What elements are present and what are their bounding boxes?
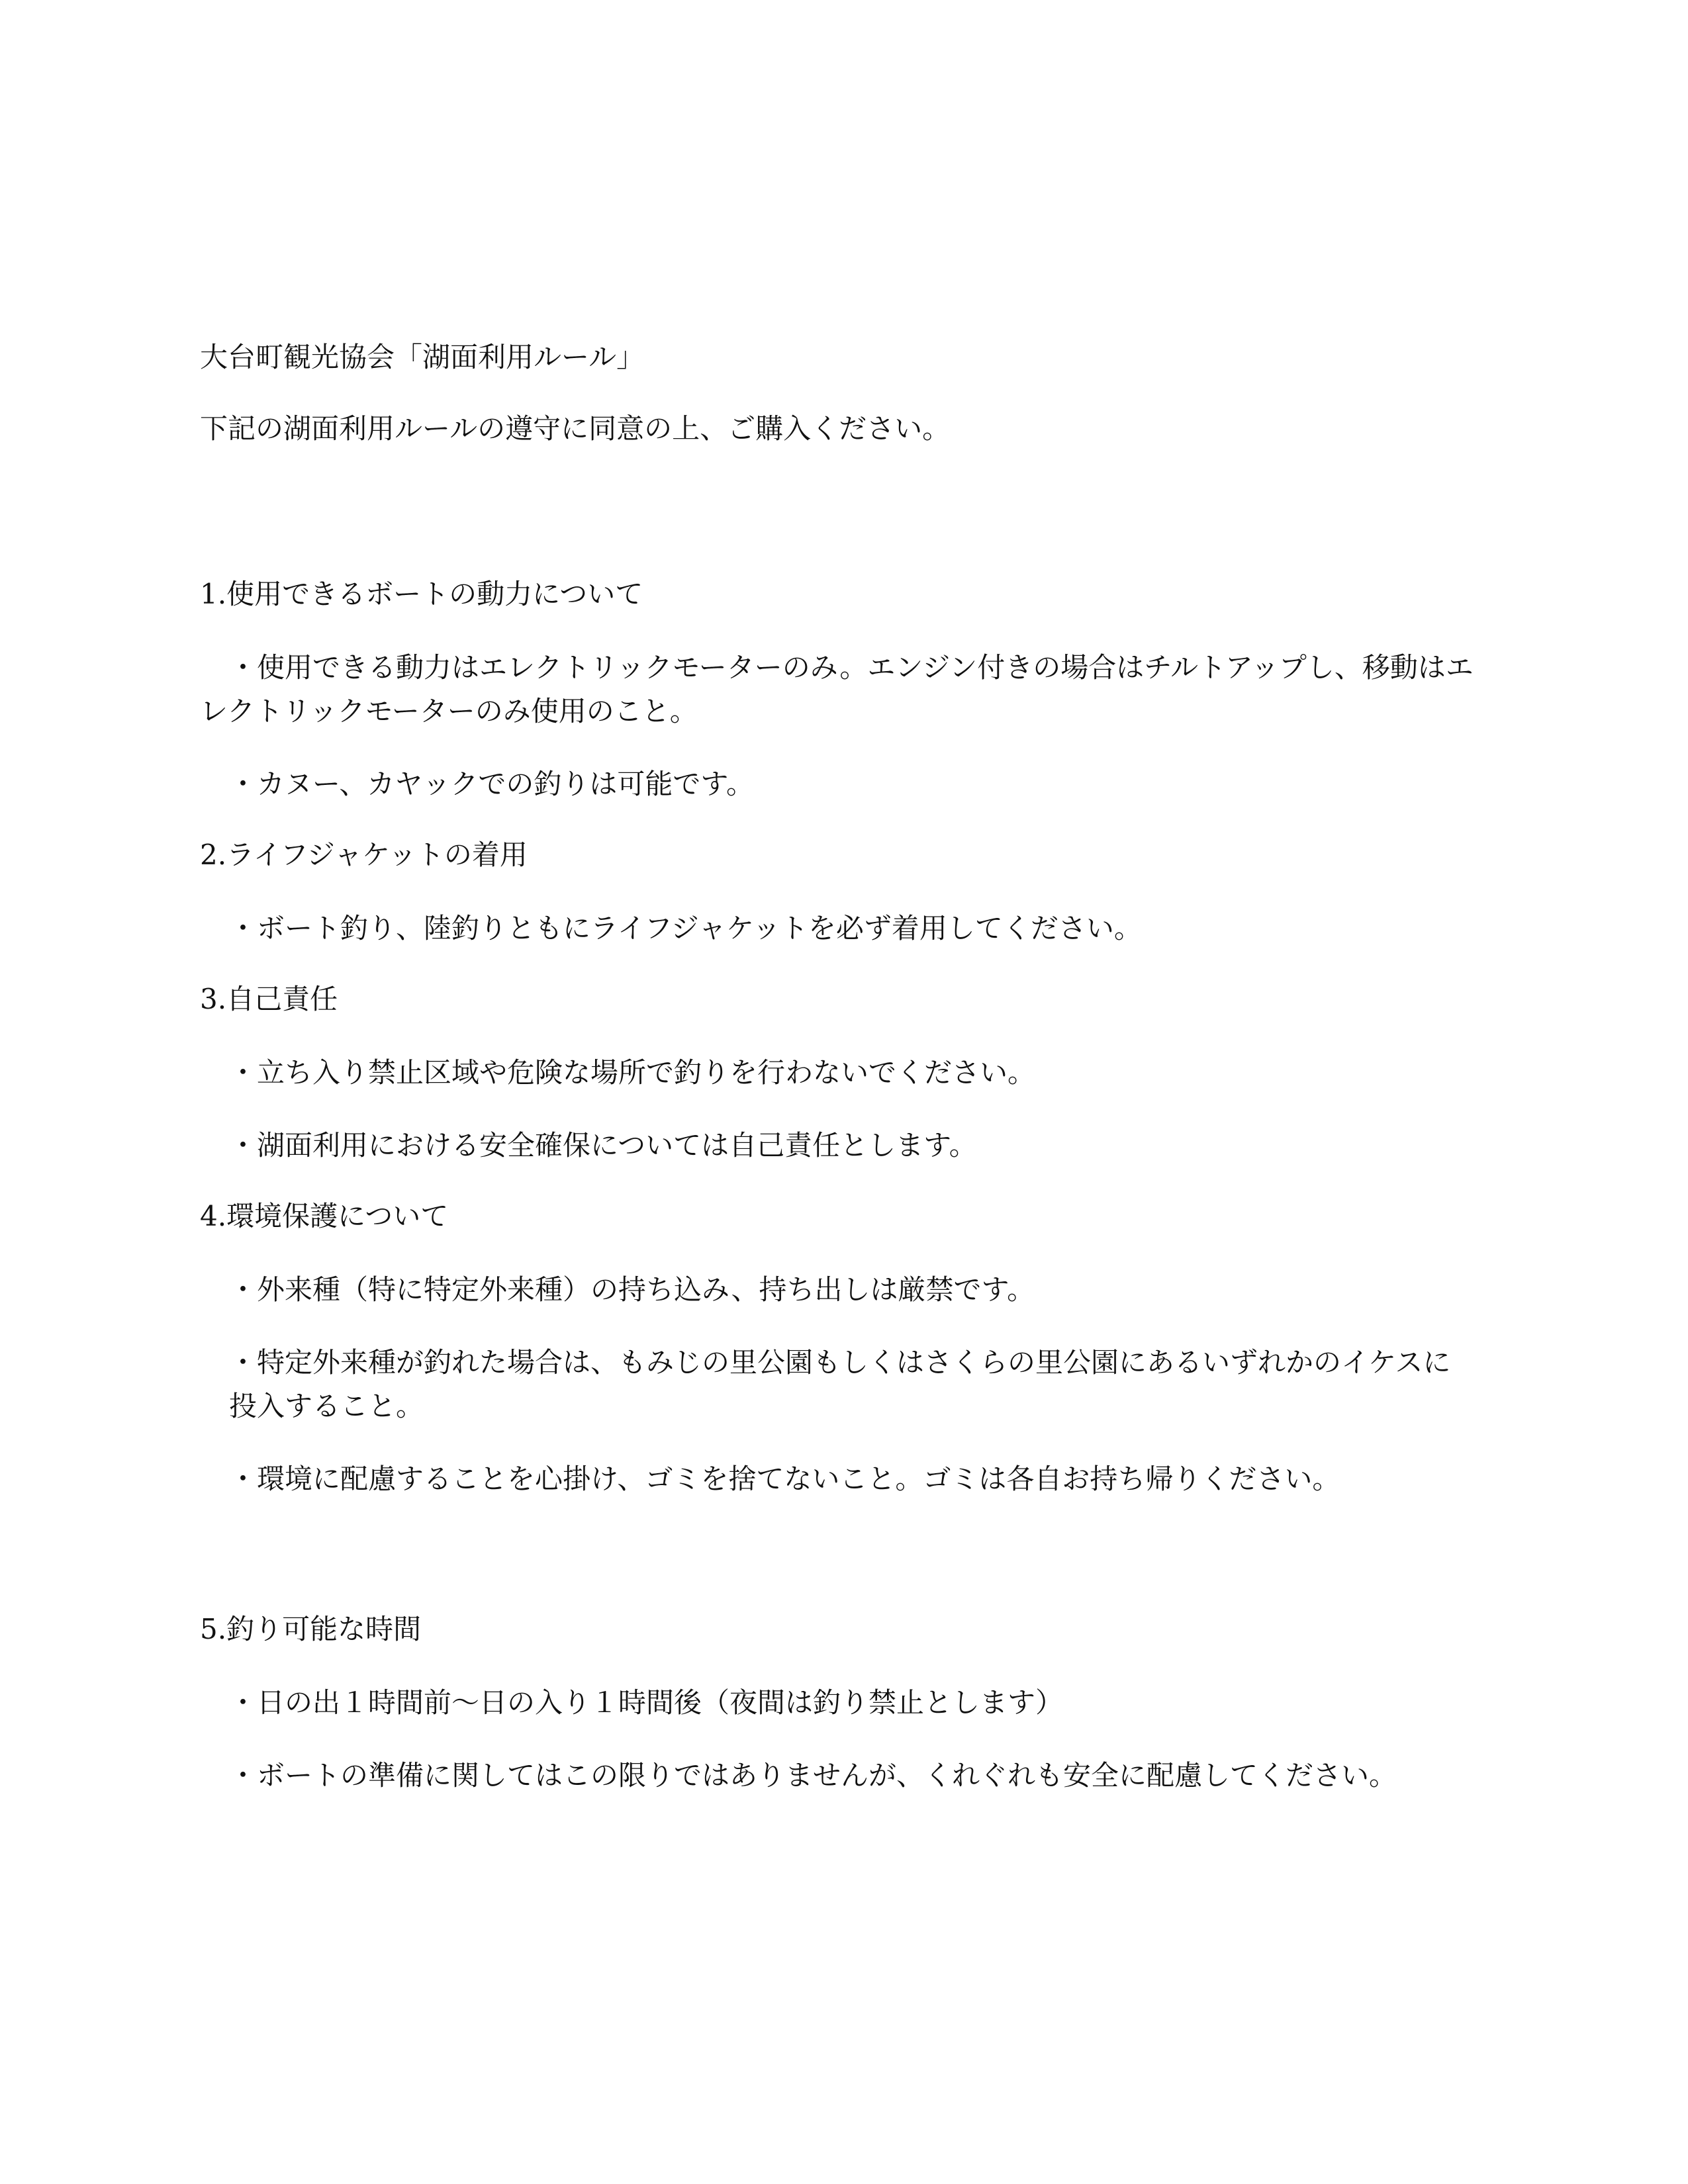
list-item: ・カヌー、カヤックでの釣りは可能です。	[229, 768, 754, 800]
list-item: ・立ち入り禁止区域や危険な場所で釣りを行わないでください。	[229, 1056, 1036, 1089]
list-item: ・日の出１時間前〜日の入り１時間後（夜間は釣り禁止とします）	[229, 1686, 1064, 1719]
list-item: ・湖面利用における安全確保については自己責任とします。	[229, 1129, 977, 1161]
list-item: ・環境に配慮することを心掛け、ゴミを捨てないこと。ゴミは各自お持ち帰りください。	[229, 1463, 1340, 1495]
section-boat-power	[200, 574, 1477, 806]
section-environment	[200, 1197, 1477, 1501]
page-title: 大台町観光協会「湖面利用ルール」	[200, 341, 645, 373]
list-item: ・外来種（特に特定外来種）の持ち込み、持ち出しは厳禁です。	[229, 1273, 1035, 1306]
intro-text: 下記の湖面利用ルールの遵守に同意の上、ご購入ください。	[200, 412, 951, 445]
document-body	[200, 338, 1477, 1827]
section-heading: 4.環境保護について	[200, 1200, 449, 1232]
section-heading: 5.釣り可能な時間	[200, 1613, 422, 1645]
list-item: ・特定外来種が釣れた場合は、もみじの里公園もしくはさくらの里公園にあるいずれかのイケスに投入すること。	[229, 1346, 1451, 1422]
list-item: ・ボートの準備に関してはこの限りではありませんが、くれぐれも安全に配慮してください。	[229, 1759, 1397, 1792]
section-heading: 1.使用できるボートの動力について	[200, 578, 643, 610]
section-life-jacket	[200, 835, 1477, 950]
spacer	[200, 1530, 1477, 1610]
section-heading: 2.ライフジャケットの着用	[200, 839, 528, 871]
section-heading: 3.自己責任	[200, 983, 338, 1015]
list-item: ・使用できる動力はエレクトリックモーターのみ。エンジン付きの場合はチルトアップし、移動はエレクトリックモーターのみ使用のこと。	[200, 651, 1474, 727]
list-item: ・ボート釣り、陸釣りともにライフジャケットを必ず着用してください。	[229, 912, 1142, 944]
section-self-responsibility	[200, 979, 1477, 1167]
section-fishing-hours	[200, 1610, 1477, 1797]
